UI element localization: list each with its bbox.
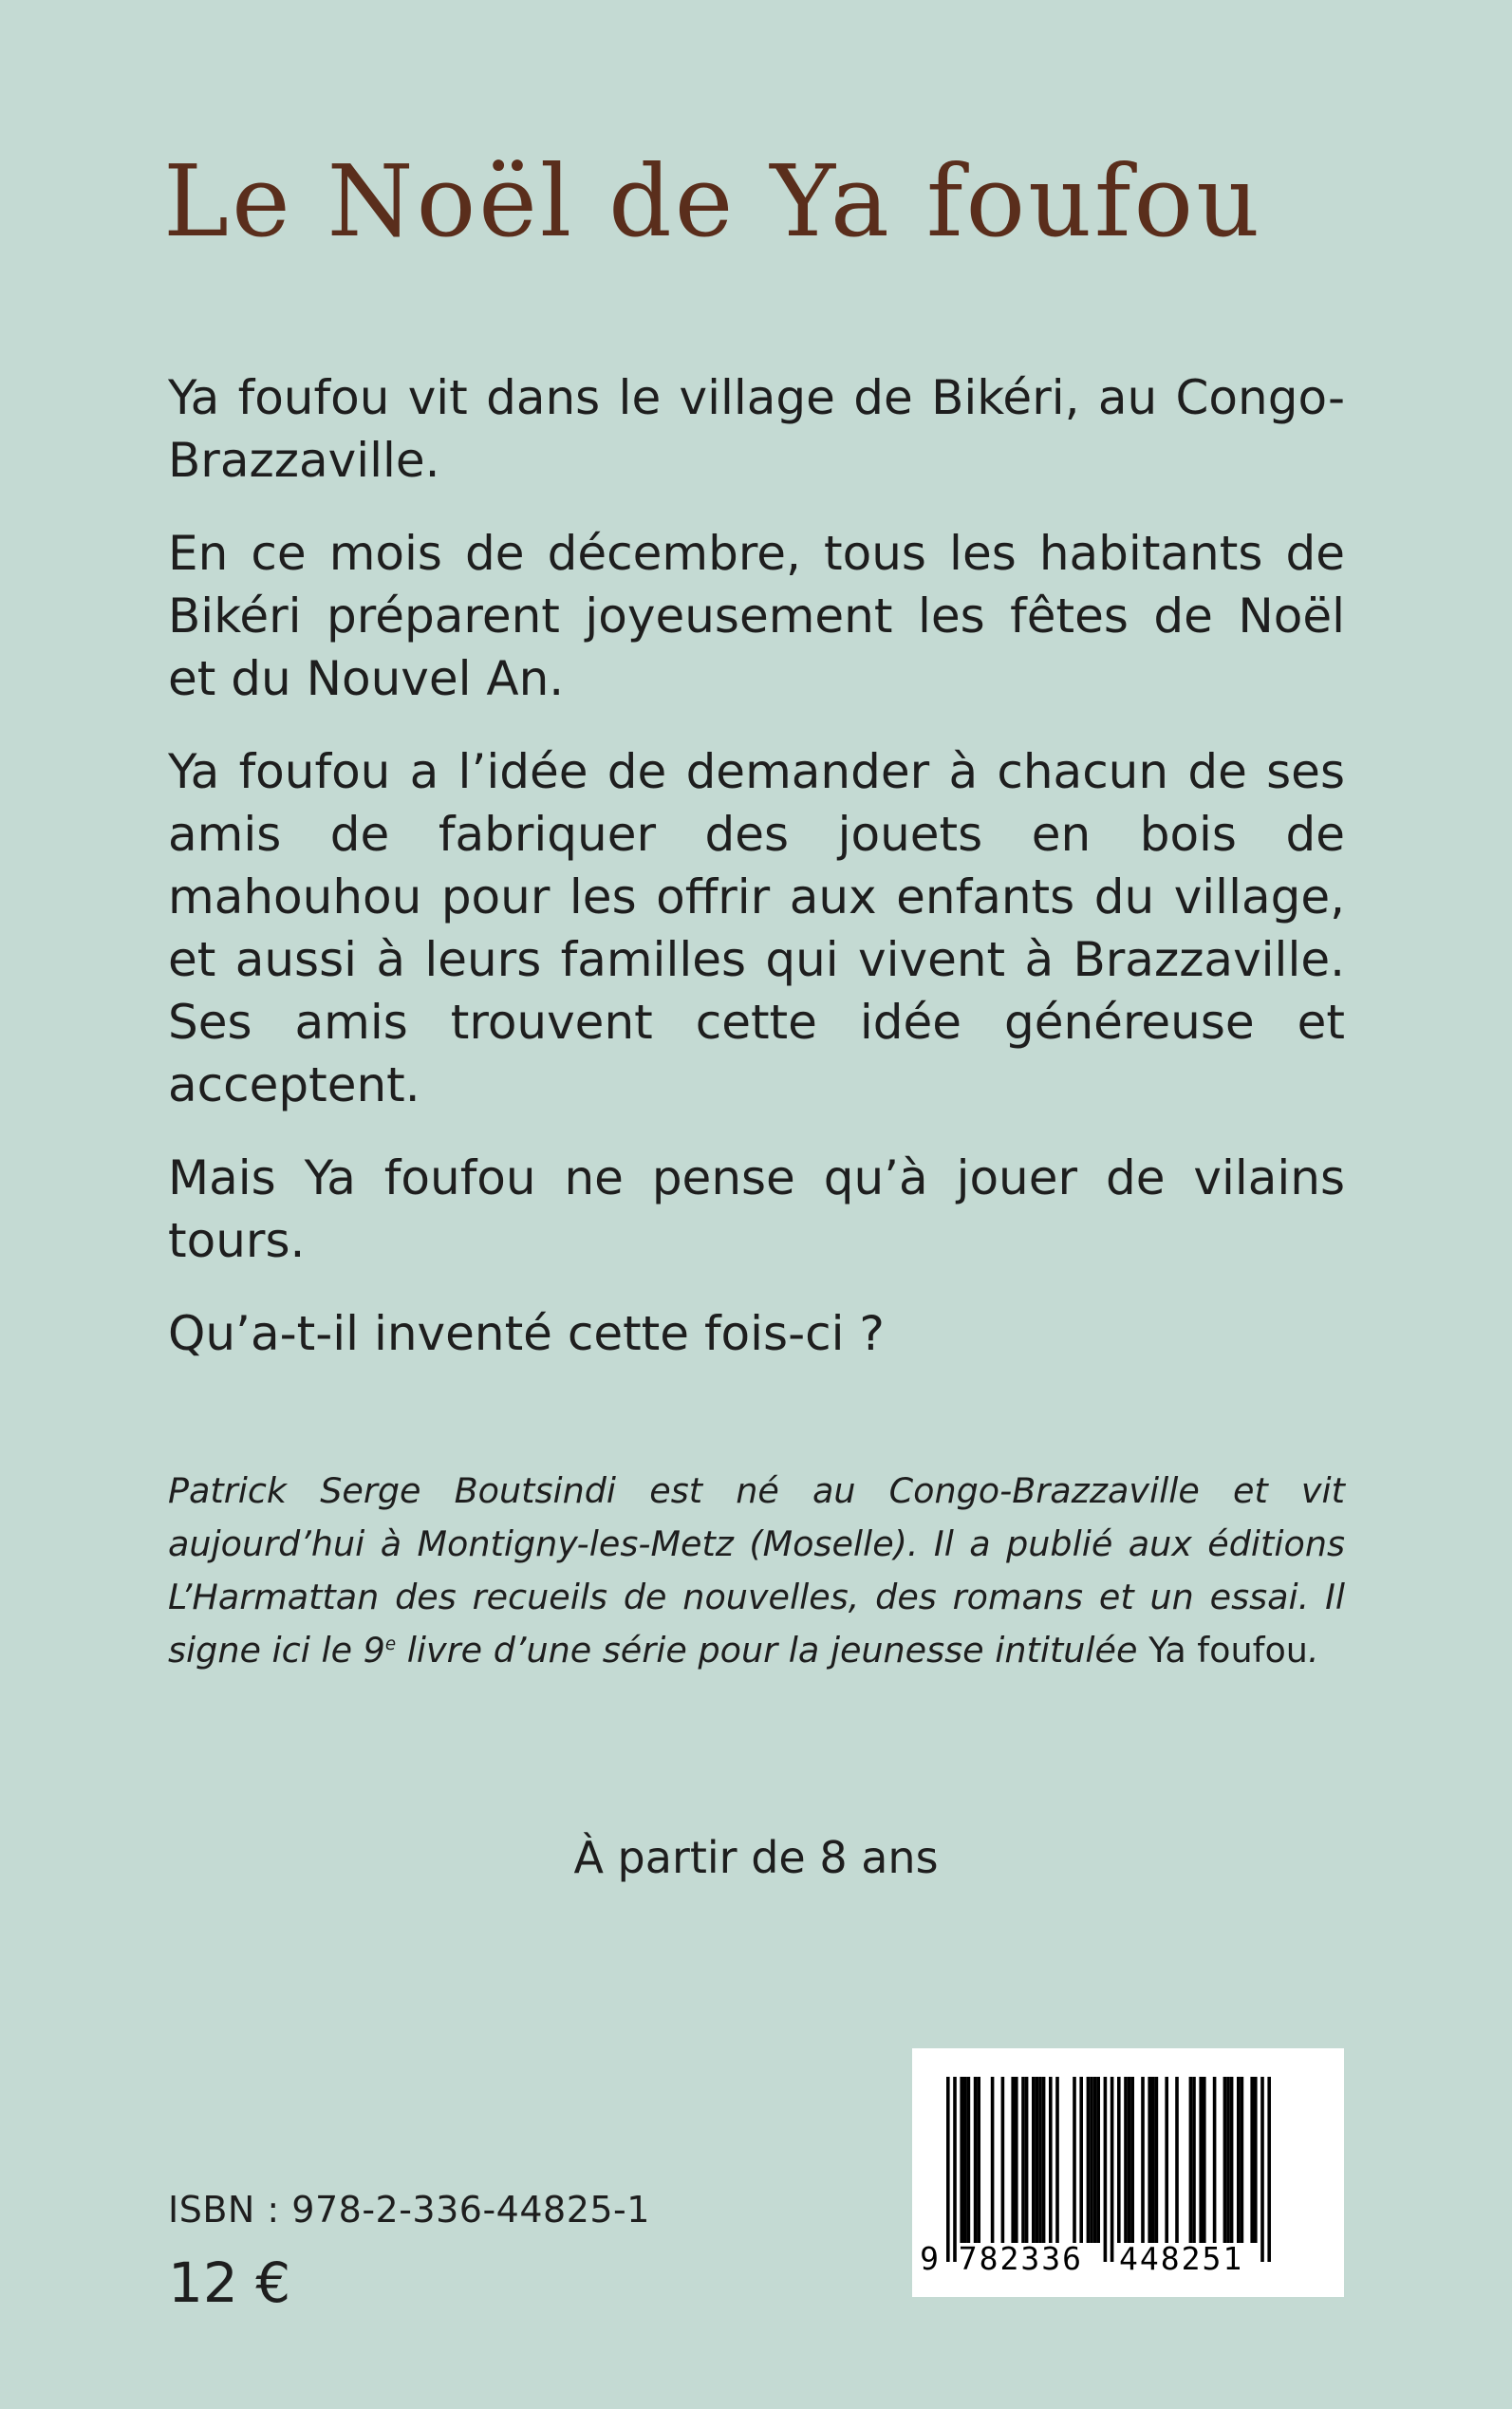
series-name: Ya foufou (1148, 1630, 1308, 1671)
barcode-bar (1079, 2077, 1083, 2243)
ordinal-suffix: e (384, 1634, 397, 1654)
blurb-paragraph-5: Qu’a-t-il inventé cette fois-ci ? (168, 1306, 885, 1361)
barcode-bar (1104, 2077, 1108, 2262)
blurb-paragraph-4: Mais Ya foufou ne pense qu’à jouer de vilains tours. (168, 1150, 1345, 1268)
barcode-bar (1151, 2077, 1155, 2243)
barcode-bar (946, 2077, 950, 2262)
barcode-bar (1241, 2077, 1244, 2243)
barcode-bar (1130, 2077, 1134, 2243)
barcode-bar (1124, 2077, 1128, 2243)
blurb-paragraph-3: Ya foufou a l’idée de demander à chacun de ses amis de fabriquer des jouets en bois de mahouhou pour les offrir aux enfants du village, et aussi à leurs familles qui vivent à Brazzaville. Ses amis trouvent cette idée généreuse et acceptent. (168, 744, 1345, 1112)
barcode-bar (1073, 2077, 1076, 2243)
age-recommendation: À partir de 8 ans (573, 1832, 939, 1883)
barcode-digits: 782336 (958, 2240, 1084, 2277)
barcode-bar (1192, 2077, 1196, 2243)
barcode-bar (963, 2077, 967, 2243)
barcode-bar (1165, 2077, 1168, 2243)
barcode-bar (1260, 2077, 1264, 2262)
barcode-bar (1011, 2077, 1015, 2243)
barcode-bar (953, 2077, 957, 2262)
barcode-bar (977, 2077, 980, 2243)
barcode-bar (1038, 2077, 1042, 2243)
barcode-bar (1032, 2077, 1036, 2243)
barcode-digits: 448251 (1119, 2240, 1244, 2277)
barcode-bar (1230, 2077, 1234, 2243)
barcode-bar (960, 2077, 963, 2243)
barcode-bar (1267, 2077, 1271, 2262)
barcode (912, 2048, 1344, 2297)
author-bio-end: . (1307, 1630, 1319, 1671)
isbn: ISBN : 978-2-336-44825-1 (168, 2189, 650, 2231)
barcode-bar (1049, 2077, 1053, 2243)
author-bio-text: Patrick Serge Boutsindi est né au Congo-Brazzaville et vit aujourd’hui à Montigny-les-Metz (Moselle). Il a publié aux éditions L’Harmattan des recueils de nouvelles, des romans et un essai. Il signe ici le 9 (168, 1470, 1345, 1671)
barcode-bar (1042, 2077, 1046, 2243)
author-bio (168, 1465, 1345, 1677)
barcode-bar (1203, 2077, 1206, 2243)
barcode-bar (1254, 2077, 1258, 2243)
barcode-bar (1117, 2077, 1121, 2243)
barcode-bar (1199, 2077, 1203, 2243)
barcode-bar (1001, 2077, 1005, 2243)
barcode-bar (1021, 2077, 1025, 2243)
blurb (168, 366, 1345, 1395)
barcode-bar (1025, 2077, 1029, 2243)
barcode-digits: 9 (920, 2240, 939, 2277)
barcode-bar (991, 2077, 995, 2243)
barcode-bar (1189, 2077, 1193, 2243)
blurb-paragraph-1: Ya foufou vit dans le village de Bikéri, au Congo-Brazzaville. (168, 370, 1345, 488)
barcode-bar (1226, 2077, 1230, 2243)
barcode-bar (1223, 2077, 1227, 2243)
barcode-bar (1093, 2077, 1097, 2243)
barcode-bar (974, 2077, 978, 2243)
price: 12 € (168, 2250, 291, 2315)
barcode-bar (1111, 2077, 1114, 2262)
barcode-bar (1090, 2077, 1093, 2243)
barcode-bar (1250, 2077, 1254, 2243)
barcode-bar (1237, 2077, 1241, 2243)
barcode-bar (1175, 2077, 1179, 2243)
author-bio-text-2: livre d’une série pour la jeunesse intitulée (396, 1630, 1149, 1671)
barcode-bar (1128, 2077, 1131, 2243)
barcode-bar (1055, 2077, 1059, 2243)
barcode-graphic (912, 2048, 1344, 2297)
barcode-bar (1148, 2077, 1151, 2243)
barcode-bar (1015, 2077, 1018, 2243)
barcode-bar (1087, 2077, 1091, 2243)
barcode-bar (967, 2077, 971, 2243)
barcode-bar (1141, 2077, 1145, 2243)
barcode-bar (1096, 2077, 1100, 2243)
barcode-bar (1213, 2077, 1217, 2243)
barcode-bar (1155, 2077, 1159, 2243)
barcode-bar (1036, 2077, 1039, 2243)
blurb-paragraph-2: En ce mois de décembre, tous les habitants de Bikéri préparent joyeusement les fêtes de Noël et du Nouvel An. (168, 526, 1345, 706)
book-title: Le Noël de Ya foufou (163, 143, 1263, 259)
